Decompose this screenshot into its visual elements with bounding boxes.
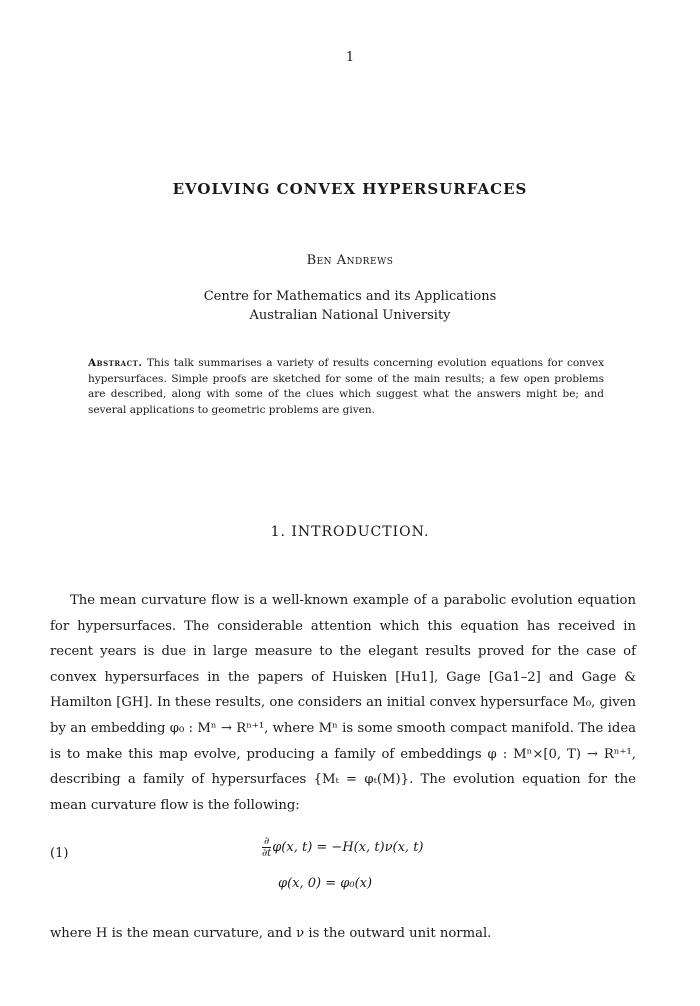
section-heading: 1. INTRODUCTION. bbox=[270, 524, 430, 540]
affiliation bbox=[0, 287, 700, 325]
intro-paragraph bbox=[50, 588, 636, 818]
fraction-numerator: ∂ bbox=[264, 836, 270, 847]
after-equation-text: where H is the mean curvature, and ν is the outward unit normal. bbox=[50, 926, 492, 941]
author-name: Ben Andrews bbox=[306, 253, 394, 268]
abstract-label: Abstract. bbox=[88, 357, 143, 369]
intro-paragraph-text: The mean curvature flow is a well-known example of a parabolic evolution equation for hypersurfaces. The considerable attention which this equation has received in recent years is due in large measure to the elegant results proved for the case of convex hypersurfaces in the papers of Huisken [Hu1], Gage [Ga1–2] and Gage & Hamilton [GH]. In these results, one considers an initial convex hypersurface M₀, given by an embedding φ₀ : Mⁿ → Rⁿ⁺¹, where Mⁿ is some smooth compact manifold. The idea is to make this map evolve, producing a family of embeddings φ : Mⁿ×[0, T) → Rⁿ⁺¹, describing a family of hypersurfaces {Mₜ = φₜ(M)}. The evolution equation for the mean curvature flow is the following: bbox=[50, 593, 636, 813]
affiliation-line-1: Centre for Mathematics and its Applications bbox=[203, 289, 497, 304]
equation-number: (1) bbox=[50, 846, 69, 861]
partial-derivative-fraction bbox=[262, 836, 271, 859]
page-number: 1 bbox=[345, 50, 355, 65]
abstract-text: This talk summarises a variety of results concerning evolution equations for convex hypersurfaces. Simple proofs are sketched for some of the main results; a few open problems are described, along with some of the clues which suggest what the answers might be; and several applications to geometric problems are given. bbox=[88, 357, 604, 416]
fraction-denominator: ∂t bbox=[262, 848, 272, 859]
affiliation-line-2: Australian National University bbox=[249, 308, 451, 323]
equation-line-1-text: φ(x, t) = −H(x, t)ν(x, t) bbox=[272, 840, 424, 855]
equation-line-1 bbox=[262, 836, 424, 859]
paper-title: EVOLVING CONVEX HYPERSURFACES bbox=[172, 180, 528, 198]
equation-line-2: φ(x, 0) = φ₀(x) bbox=[278, 876, 373, 891]
abstract bbox=[88, 356, 604, 418]
